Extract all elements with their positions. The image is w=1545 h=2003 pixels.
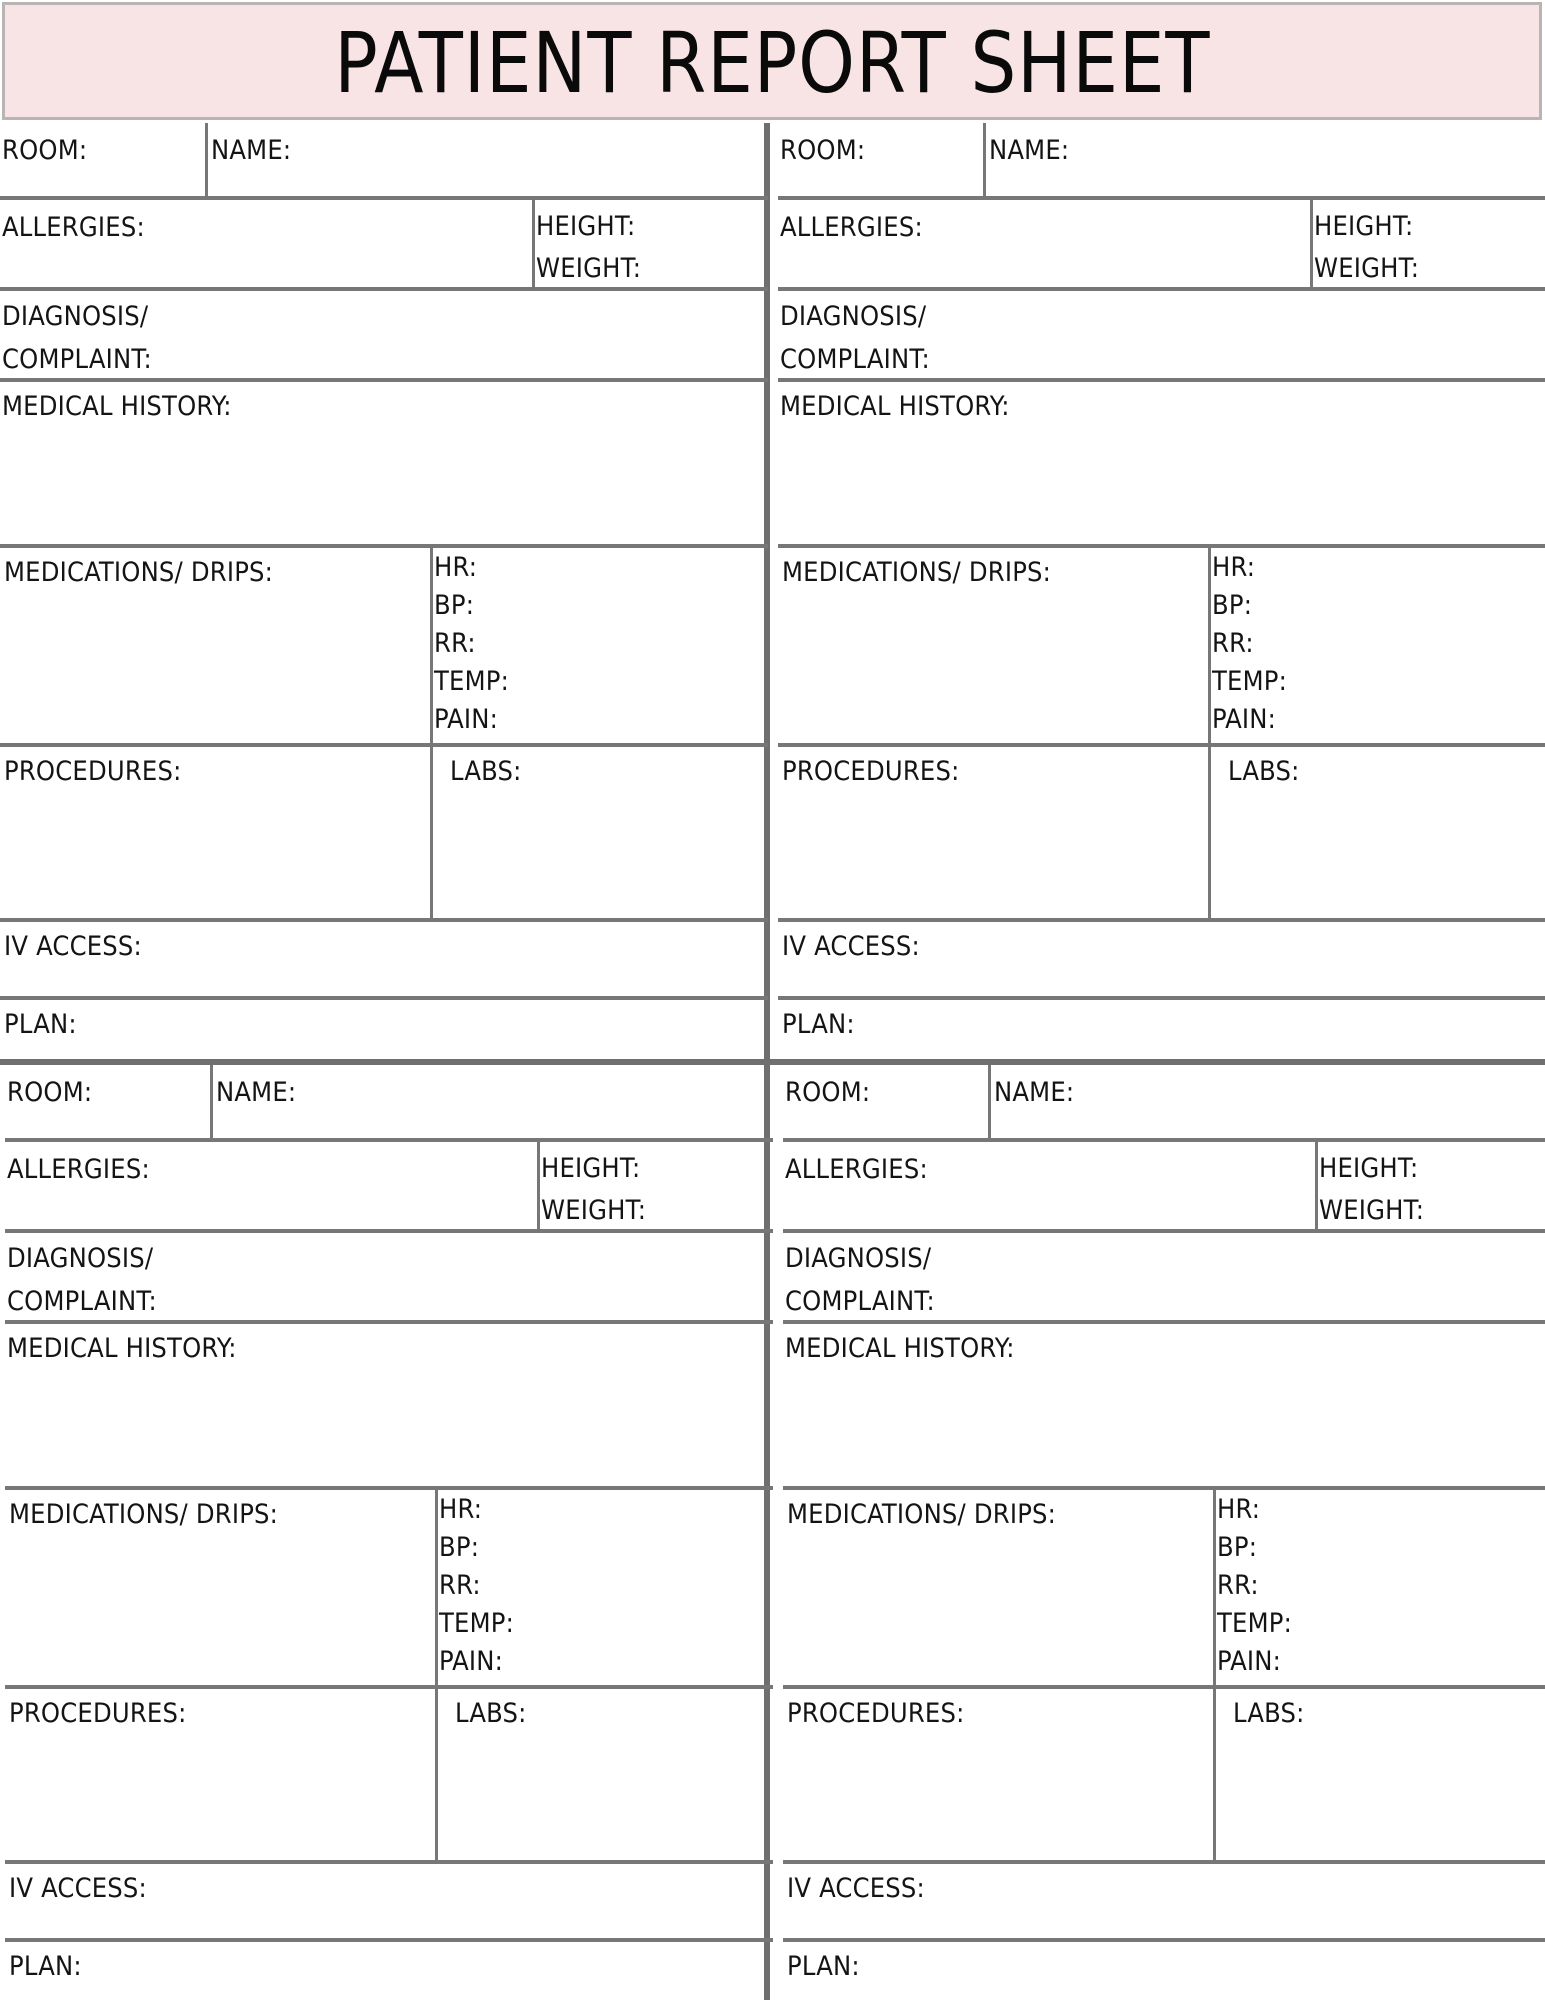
row-divider xyxy=(783,1229,1545,1233)
temp-label: TEMP: xyxy=(1212,666,1287,697)
diagnosis-label: DIAGNOSIS/ xyxy=(780,301,927,332)
hr-label: HR: xyxy=(439,1494,483,1525)
patient-block xyxy=(778,123,1545,1061)
medications-label: MEDICATIONS/ DRIPS: xyxy=(4,557,274,588)
vitals-divider xyxy=(435,1488,438,1862)
row-divider xyxy=(778,287,1545,291)
medications-label: MEDICATIONS/ DRIPS: xyxy=(787,1499,1057,1530)
pain-label: PAIN: xyxy=(439,1646,504,1677)
patient-block xyxy=(0,123,768,1061)
temp-label: TEMP: xyxy=(434,666,509,697)
medications-label: MEDICATIONS/ DRIPS: xyxy=(782,557,1052,588)
row-divider xyxy=(5,1860,773,1864)
row-divider xyxy=(5,1685,773,1689)
room-divider xyxy=(205,123,208,198)
vitals-divider xyxy=(430,546,433,920)
row-divider xyxy=(5,1229,773,1233)
medical-history-label: MEDICAL HISTORY: xyxy=(7,1333,237,1364)
room-label: ROOM: xyxy=(7,1077,93,1108)
row-divider xyxy=(0,544,768,548)
row-divider xyxy=(783,1138,1545,1142)
room-label: ROOM: xyxy=(2,135,88,166)
allergies-divider xyxy=(532,198,535,289)
pain-label: PAIN: xyxy=(1212,704,1277,735)
rr-label: RR: xyxy=(439,1570,481,1601)
procedures-label: PROCEDURES: xyxy=(787,1698,965,1729)
medical-history-label: MEDICAL HISTORY: xyxy=(2,391,232,422)
diagnosis-label: DIAGNOSIS/ xyxy=(7,1243,154,1274)
allergies-divider xyxy=(1310,198,1313,289)
name-label: NAME: xyxy=(216,1077,297,1108)
allergies-label: ALLERGIES: xyxy=(2,212,145,243)
row-divider xyxy=(783,1486,1545,1490)
temp-label: TEMP: xyxy=(439,1608,514,1639)
row-divider xyxy=(778,918,1545,922)
height-label: HEIGHT: xyxy=(1314,211,1414,242)
complaint-label: COMPLAINT: xyxy=(780,344,930,375)
procedures-label: PROCEDURES: xyxy=(9,1698,187,1729)
labs-label: LABS: xyxy=(450,756,522,787)
bp-label: BP: xyxy=(1212,590,1253,621)
iv-access-label: IV ACCESS: xyxy=(9,1873,147,1904)
vitals-divider xyxy=(1208,546,1211,920)
row-divider xyxy=(0,918,768,922)
allergies-divider xyxy=(537,1140,540,1231)
page-title: PATIENT REPORT SHEET xyxy=(333,14,1211,112)
vitals-divider xyxy=(1213,1488,1216,1862)
diagnosis-label: DIAGNOSIS/ xyxy=(785,1243,932,1274)
allergies-label: ALLERGIES: xyxy=(7,1154,150,1185)
hr-label: HR: xyxy=(1217,1494,1261,1525)
name-label: NAME: xyxy=(994,1077,1075,1108)
room-divider xyxy=(210,1065,213,1140)
name-label: NAME: xyxy=(211,135,292,166)
bp-label: BP: xyxy=(434,590,475,621)
allergies-label: ALLERGIES: xyxy=(785,1154,928,1185)
row-divider xyxy=(0,378,768,382)
weight-label: WEIGHT: xyxy=(536,253,642,284)
weight-label: WEIGHT: xyxy=(541,1195,647,1226)
labs-label: LABS: xyxy=(1233,1698,1305,1729)
allergies-label: ALLERGIES: xyxy=(780,212,923,243)
iv-access-label: IV ACCESS: xyxy=(787,1873,925,1904)
medical-history-label: MEDICAL HISTORY: xyxy=(785,1333,1015,1364)
bp-label: BP: xyxy=(439,1532,480,1563)
room-label: ROOM: xyxy=(785,1077,871,1108)
name-label: NAME: xyxy=(989,135,1070,166)
row-divider xyxy=(0,996,768,1000)
weight-label: WEIGHT: xyxy=(1319,1195,1425,1226)
patient-block xyxy=(5,1065,773,2003)
diagnosis-label: DIAGNOSIS/ xyxy=(2,301,149,332)
row-divider xyxy=(783,1320,1545,1324)
plan-label: PLAN: xyxy=(787,1951,860,1982)
height-label: HEIGHT: xyxy=(1319,1153,1419,1184)
room-divider xyxy=(983,123,986,198)
weight-label: WEIGHT: xyxy=(1314,253,1420,284)
row-divider xyxy=(778,196,1545,200)
rr-label: RR: xyxy=(434,628,476,659)
row-divider xyxy=(5,1938,773,1942)
medications-label: MEDICATIONS/ DRIPS: xyxy=(9,1499,279,1530)
row-divider xyxy=(778,743,1545,747)
pain-label: PAIN: xyxy=(1217,1646,1282,1677)
labs-label: LABS: xyxy=(455,1698,527,1729)
iv-access-label: IV ACCESS: xyxy=(4,931,142,962)
row-divider xyxy=(783,1860,1545,1864)
patient-block xyxy=(783,1065,1545,2003)
hr-label: HR: xyxy=(1212,552,1256,583)
patient-grid xyxy=(0,123,1545,2000)
medical-history-label: MEDICAL HISTORY: xyxy=(780,391,1010,422)
row-divider xyxy=(0,196,768,200)
row-divider xyxy=(778,378,1545,382)
rr-label: RR: xyxy=(1217,1570,1259,1601)
plan-label: PLAN: xyxy=(782,1009,855,1040)
rr-label: RR: xyxy=(1212,628,1254,659)
row-divider xyxy=(783,1938,1545,1942)
labs-label: LABS: xyxy=(1228,756,1300,787)
row-divider xyxy=(0,287,768,291)
plan-label: PLAN: xyxy=(4,1009,77,1040)
row-divider xyxy=(5,1486,773,1490)
iv-access-label: IV ACCESS: xyxy=(782,931,920,962)
row-divider xyxy=(783,1685,1545,1689)
room-divider xyxy=(988,1065,991,1140)
plan-label: PLAN: xyxy=(9,1951,82,1982)
procedures-label: PROCEDURES: xyxy=(782,756,960,787)
hr-label: HR: xyxy=(434,552,478,583)
procedures-label: PROCEDURES: xyxy=(4,756,182,787)
bp-label: BP: xyxy=(1217,1532,1258,1563)
pain-label: PAIN: xyxy=(434,704,499,735)
allergies-divider xyxy=(1315,1140,1318,1231)
row-divider xyxy=(5,1320,773,1324)
title-bar xyxy=(2,2,1542,120)
height-label: HEIGHT: xyxy=(541,1153,641,1184)
height-label: HEIGHT: xyxy=(536,211,636,242)
row-divider xyxy=(5,1138,773,1142)
row-divider xyxy=(778,544,1545,548)
row-divider xyxy=(778,996,1545,1000)
room-label: ROOM: xyxy=(780,135,866,166)
row-divider xyxy=(0,743,768,747)
temp-label: TEMP: xyxy=(1217,1608,1292,1639)
complaint-label: COMPLAINT: xyxy=(785,1286,935,1317)
complaint-label: COMPLAINT: xyxy=(7,1286,157,1317)
complaint-label: COMPLAINT: xyxy=(2,344,152,375)
